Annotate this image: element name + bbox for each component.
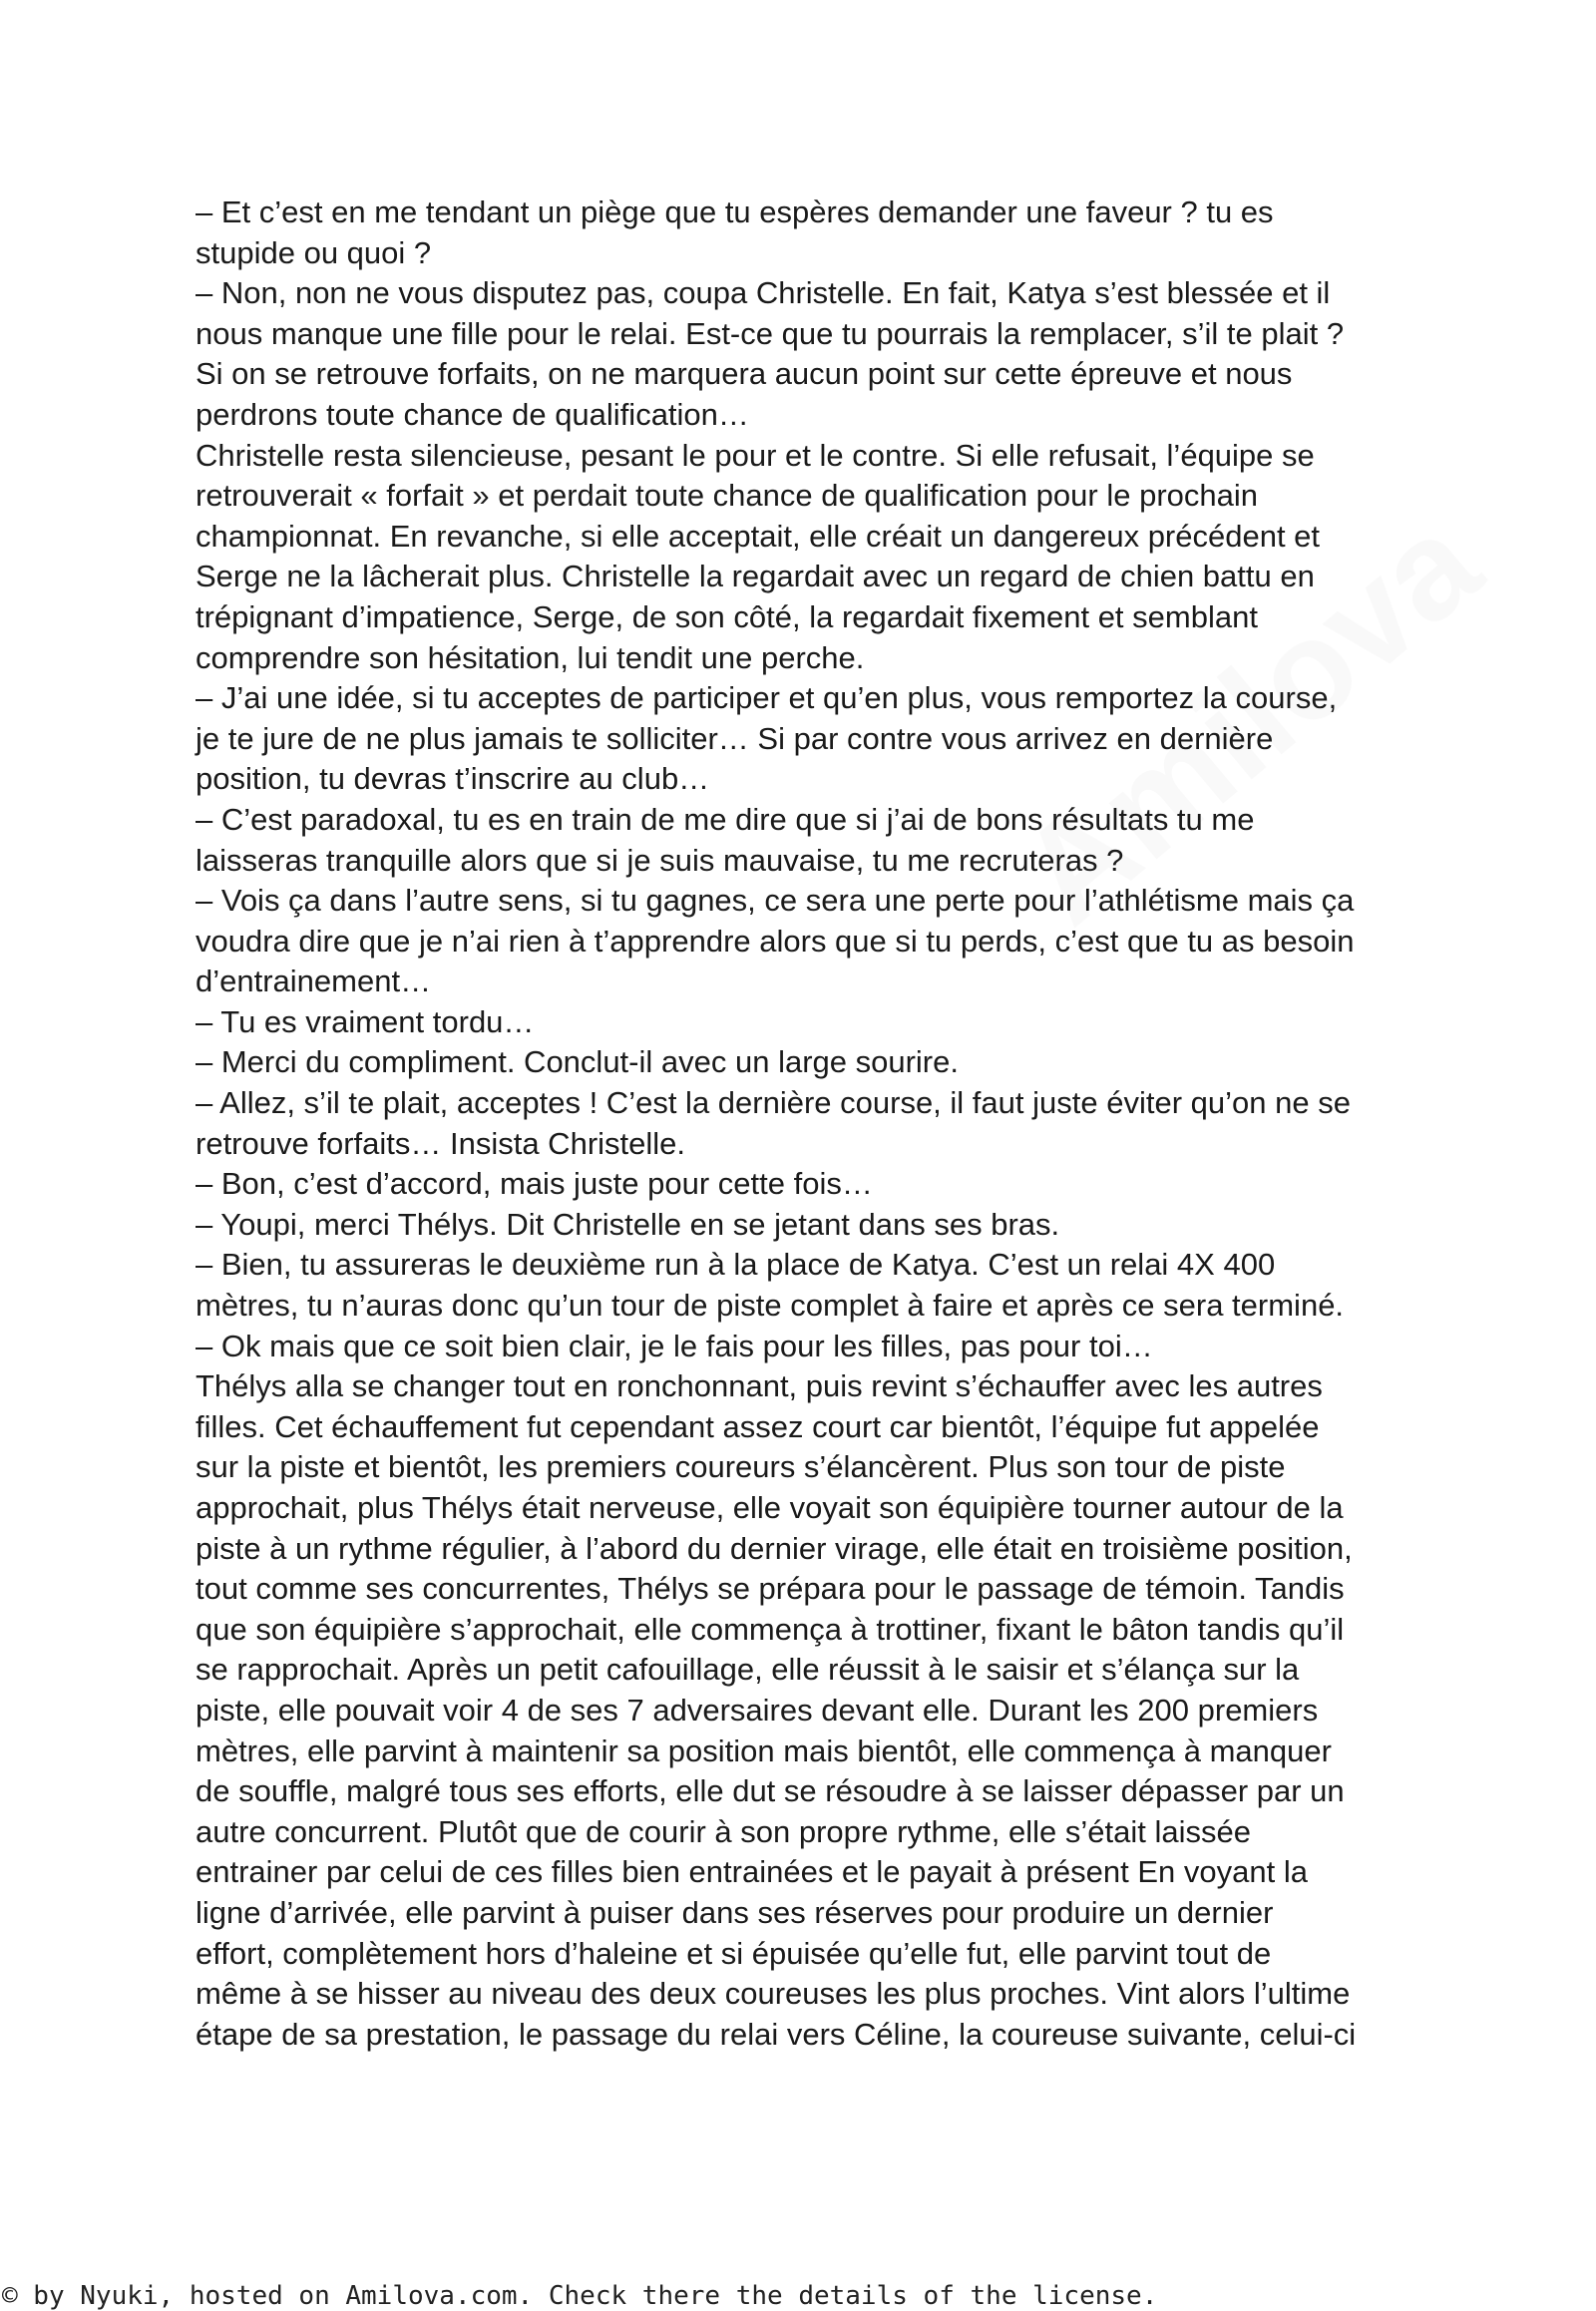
text-line: effort, complètement hors d’haleine et si épuisée qu’elle fut, elle parvint tout de [196,1935,1272,1971]
text-line: nous manque une fille pour le relai. Est-ce que tu pourrais la remplacer, s’il te plait ? [196,315,1345,351]
text-line: – Bien, tu assureras le deuxième run à la place de Katya. C’est un relai 4X 400 [196,1247,1276,1283]
text-line: ligne d’arrivée, elle parvint à puiser dans ses réserves pour produire un dernier [196,1894,1274,1930]
text-line: laisseras tranquille alors que si je suis mauvaise, tu me recruteras ? [196,842,1124,878]
text-line: championnat. En revanche, si elle acceptait, elle créait un dangereux précédent et [196,518,1321,554]
text-line: de souffle, malgré tous ses efforts, elle dut se résoudre à se laisser dépasser par un [196,1773,1345,1809]
text-line: d’entrainement… [196,963,432,999]
text-line: que son équipière s’approchait, elle commença à trottiner, fixant le bâton tandis qu’il [196,1611,1345,1647]
text-line: piste, elle pouvait voir 4 de ses 7 adversaires devant elle. Durant les 200 premiers [196,1692,1319,1728]
text-line: Si on se retrouve forfaits, on ne marquera aucun point sur cette épreuve et nous [196,356,1293,392]
text-line: comprendre son hésitation, lui tendit une perche. [196,639,865,675]
text-line: retrouve forfaits… Insista Christelle. [196,1125,686,1161]
text-line: approchait, plus Thélys était nerveuse, elle voyait son équipière tourner autour de la [196,1490,1344,1525]
text-line: Thélys alla se changer tout en ronchonnant, puis revint s’échauffer avec les autres [196,1368,1323,1404]
story-text-block [196,193,1432,2055]
text-line: filles. Cet échauffement fut cependant assez court car bientôt, l’équipe fut appelée [196,1408,1320,1444]
text-line: piste à un rythme régulier, à l’abord du dernier virage, elle était en troisième position, [196,1530,1353,1566]
text-line: – C’est paradoxal, tu es en train de me dire que si j’ai de bons résultats tu me [196,801,1255,837]
text-line: – Ok mais que ce soit bien clair, je le fais pour les filles, pas pour toi… [196,1328,1153,1363]
text-line: voudra dire que je n’ai rien à t’apprendre alors que si tu perds, c’est que tu as besoin [196,923,1355,959]
text-line: – Et c’est en me tendant un piège que tu espères demander une faveur ? tu es [196,194,1274,229]
text-line: – Tu es vraiment tordu… [196,1003,535,1039]
text-line: retrouverait « forfait » et perdait toute chance de qualification pour le prochain [196,478,1258,514]
text-line: Christelle resta silencieuse, pesant le pour et le contre. Si elle refusait, l’équipe se [196,437,1315,473]
text-line: – Bon, c’est d’accord, mais juste pour cette fois… [196,1166,873,1202]
text-line: – J’ai une idée, si tu acceptes de participer et qu’en plus, vous remportez la course, [196,680,1338,716]
text-line: autre concurrent. Plutôt que de courir à son propre rythme, elle s’était laissée [196,1813,1251,1849]
text-line: mètres, elle parvint à maintenir sa position mais bientôt, elle commença à manquer [196,1733,1332,1768]
text-line: – Vois ça dans l’autre sens, si tu gagnes, ce sera une perte pour l’athlétisme mais ça [196,883,1355,919]
text-line: – Youpi, merci Thélys. Dit Christelle en se jetant dans ses bras. [196,1206,1060,1242]
text-line: Serge ne la lâcherait plus. Christelle la regardait avec un regard de chien battu en [196,559,1315,594]
text-line: entrainer par celui de ces filles bien entrainées et le payait à présent En voyant la [196,1854,1308,1890]
text-line: – Non, non ne vous disputez pas, coupa Christelle. En fait, Katya s’est blessée et il [196,275,1331,311]
text-line: – Allez, s’il te plait, acceptes ! C’est la dernière course, il faut juste éviter qu’on ne se [196,1085,1351,1121]
text-line: se rapprochait. Après un petit cafouillage, elle réussit à le saisir et s’élança sur la [196,1652,1300,1688]
text-line: sur la piste et bientôt, les premiers coureurs s’élancèrent. Plus son tour de piste [196,1449,1286,1485]
text-line: stupide ou quoi ? [196,234,432,270]
text-line: même à se hisser au niveau des deux coureuses les plus proches. Vint alors l’ultime [196,1976,1351,2012]
license-footer: © by Nyuki, hosted on Amilova.com. Check there the details of the license. [2,2281,1158,2311]
text-line: – Merci du compliment. Conclut-il avec un large sourire. [196,1044,959,1080]
text-line: position, tu devras t’inscrire au club… [196,761,710,797]
text-line: tout comme ses concurrentes, Thélys se prépara pour le passage de témoin. Tandis [196,1571,1345,1607]
text-line: mètres, tu n’auras donc qu’un tour de piste complet à faire et après ce sera terminé. [196,1288,1345,1324]
text-line: étape de sa prestation, le passage du relai vers Céline, la coureuse suivante, celui-ci [196,2016,1357,2052]
text-line: perdrons toute chance de qualification… [196,396,749,432]
text-line: je te jure de ne plus jamais te solliciter… Si par contre vous arrivez en dernière [196,720,1274,756]
text-line: trépignant d’impatience, Serge, de son côté, la regardait fixement et semblant [196,598,1258,634]
